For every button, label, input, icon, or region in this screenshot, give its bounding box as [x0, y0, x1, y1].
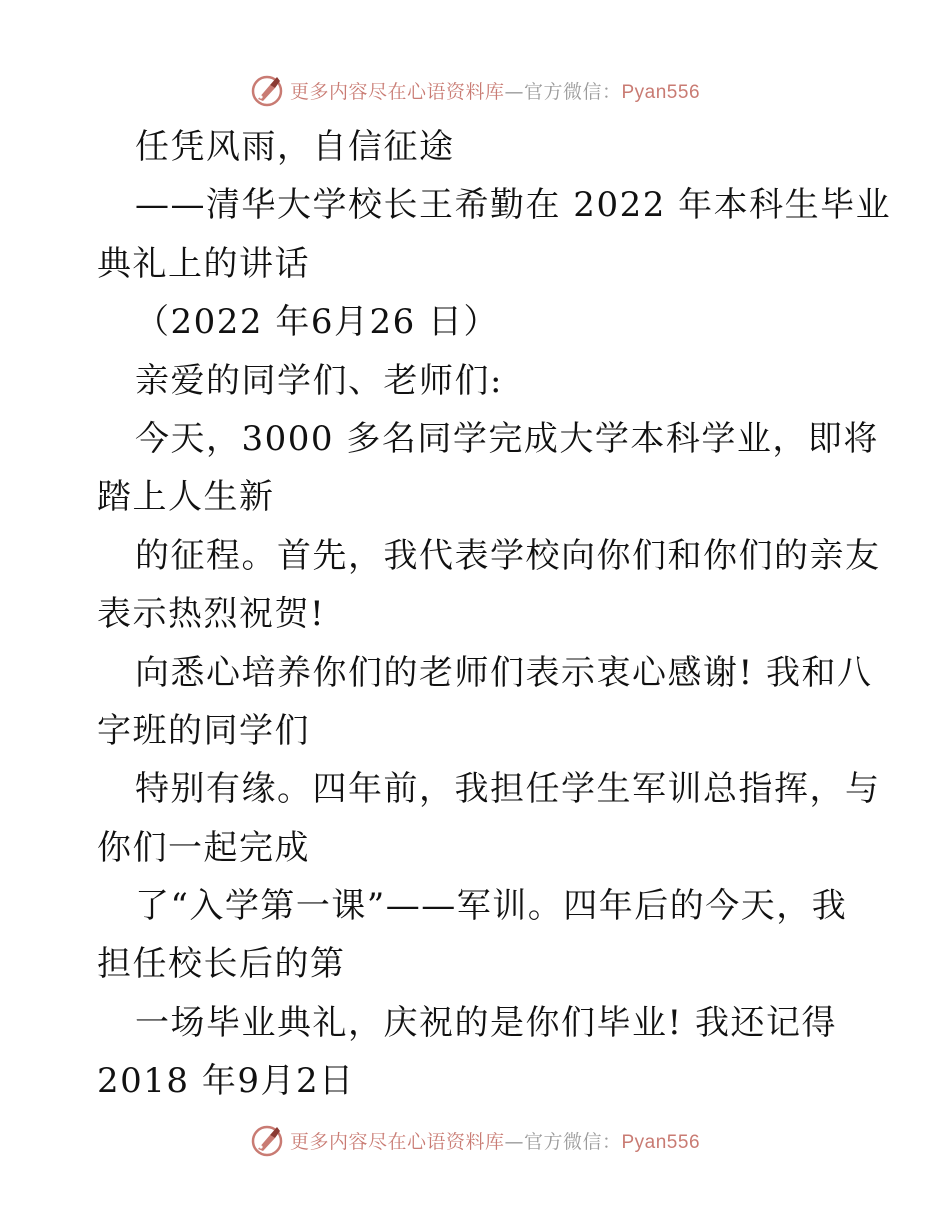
watermark-separator: — [504, 1130, 524, 1153]
text-line: 亲爱的同学们、老师们: [135, 360, 503, 401]
watermark-id: Pyan556 [621, 1131, 701, 1153]
pen-logo-icon [250, 1123, 284, 1157]
watermark-label: 官方微信： [523, 80, 622, 103]
document-body [97, 118, 892, 1111]
watermark-content [250, 73, 700, 107]
watermark-text [290, 77, 700, 104]
text-line: 表示热烈祝贺! [97, 594, 326, 635]
text-line: 字班的同学们 [97, 710, 310, 751]
text-line: 一场毕业典礼，庆祝的是你们毕业! 我还记得 [135, 1002, 837, 1043]
pen-logo-icon [250, 73, 284, 107]
text-line: 任凭风雨，自信征途 [135, 127, 455, 167]
watermark-brand: 更多内容尽在心语资料库 [289, 80, 505, 103]
watermark-label: 官方微信： [523, 1130, 622, 1153]
text-line: 2018 年9月2日 [97, 1061, 355, 1102]
watermark-text [290, 1127, 700, 1154]
text-line: 特别有缘。四年前，我担任学生军训总指挥，与 [135, 769, 881, 810]
text-line: ——清华大学校长王希勤在 2022 年本科生毕业 [135, 185, 892, 226]
watermark-id: Pyan556 [621, 81, 701, 103]
watermark-separator: — [504, 80, 524, 103]
text-line: 担任校长后的第 [97, 944, 346, 985]
watermark-banner-top [0, 70, 950, 110]
watermark-banner-bottom [0, 1120, 950, 1160]
text-line: 典礼上的讲话 [97, 243, 310, 284]
text-line: 你们一起完成 [97, 827, 310, 868]
watermark-content [250, 1123, 700, 1157]
text-line: 了“入学第一课”——军训。四年后的今天，我 [135, 886, 848, 927]
text-line: （2022 年6月26 日） [135, 302, 500, 343]
text-line: 的征程。首先，我代表学校向你们和你们的亲友 [135, 535, 881, 576]
watermark-brand: 更多内容尽在心语资料库 [289, 1130, 505, 1153]
text-line: 向悉心培养你们的老师们表示衷心感谢! 我和八 [135, 652, 873, 693]
text-line: 踏上人生新 [97, 477, 275, 518]
text-line: 今天，3000 多名同学完成大学本科学业，即将 [135, 418, 879, 459]
